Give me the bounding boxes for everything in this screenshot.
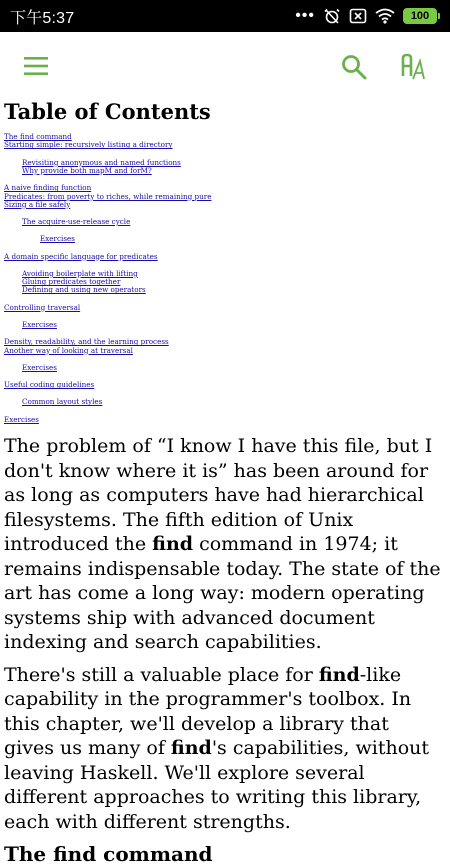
battery-level: 100 <box>403 8 437 24</box>
toc-link[interactable]: A naive finding function <box>4 183 92 193</box>
toc-link[interactable]: Common layout styles <box>22 397 103 407</box>
table-of-contents <box>4 133 444 424</box>
toc-link[interactable]: Why provide both mapM and forM? <box>22 165 152 175</box>
toc-link[interactable]: Predicates: from poverty to riches, while remaining pure <box>4 191 212 201</box>
toc-link[interactable]: Defining and using new operators <box>22 285 146 295</box>
toc-link[interactable]: Starting simple: recursively listing a directory <box>4 140 173 150</box>
toc-title: Table of Contents <box>4 99 211 124</box>
battery-icon <box>403 8 440 24</box>
command-name: find <box>170 737 212 759</box>
paragraph-text: -like capability in the programmer's toolbox. In this chapter, we'll develop a library that gives us many of <box>4 663 412 759</box>
alarm-off-icon <box>323 7 341 25</box>
search-icon[interactable] <box>341 54 367 80</box>
reader-content <box>4 99 444 866</box>
no-sim-icon <box>349 8 367 24</box>
status-bar <box>0 0 450 32</box>
toc-link[interactable]: Controlling traversal <box>4 302 81 312</box>
toc-link[interactable]: Exercises <box>4 414 39 424</box>
toc-link[interactable]: Sizing a file safely <box>4 199 71 209</box>
toc-link[interactable]: Useful coding guidelines <box>4 380 95 390</box>
toc-link[interactable]: Gluing predicates together <box>22 277 121 287</box>
toc-link[interactable]: Revisiting anonymous and named functions <box>22 157 181 167</box>
toc-link[interactable]: The find command <box>4 132 72 142</box>
toc-link[interactable]: Exercises <box>40 234 75 244</box>
font-size-icon[interactable] <box>400 52 430 82</box>
toc-link[interactable]: Exercises <box>22 320 57 330</box>
more-dots-icon: ••• <box>295 7 315 24</box>
paragraph-intro <box>4 434 444 655</box>
toc-link[interactable]: Avoiding boilerplate with lifting <box>22 268 138 278</box>
toc-link[interactable]: Exercises <box>22 362 57 372</box>
app-bar <box>0 32 450 100</box>
toc-link[interactable]: The acquire-use-release cycle <box>22 217 131 227</box>
section-heading: The find command <box>4 842 213 866</box>
toc-link[interactable]: Another way of looking at traversal <box>4 345 133 355</box>
paragraph-text: 's capabilities, without leaving Haskell. We'll explore several different approaches to writing this library, each with different strengths. <box>4 737 430 833</box>
command-name: find <box>152 533 194 555</box>
paragraph-text: The problem of “I know I have this file, but I don't know where it is” has been around for as long as computers have had hierarchical filesystems. The fifth edition of Unix introduced the <box>4 435 433 555</box>
menu-icon[interactable] <box>24 56 48 76</box>
toc-link[interactable]: A domain specific language for predicates <box>4 251 158 261</box>
paragraph-text: command in 1974; it remains indispensable today. The state of the art has come a long way: modern operating systems ship with advanced document indexing and search capabilities. <box>4 533 441 653</box>
status-icons <box>295 7 440 25</box>
status-time: 下午5:37 <box>10 9 75 27</box>
wifi-icon <box>375 8 395 24</box>
command-name: find <box>318 663 360 686</box>
paragraph-chapter-goal <box>4 663 444 835</box>
toc-link[interactable]: Density, readability, and the learning process <box>4 337 169 347</box>
paragraph-text: There's still a valuable place for <box>4 663 319 686</box>
